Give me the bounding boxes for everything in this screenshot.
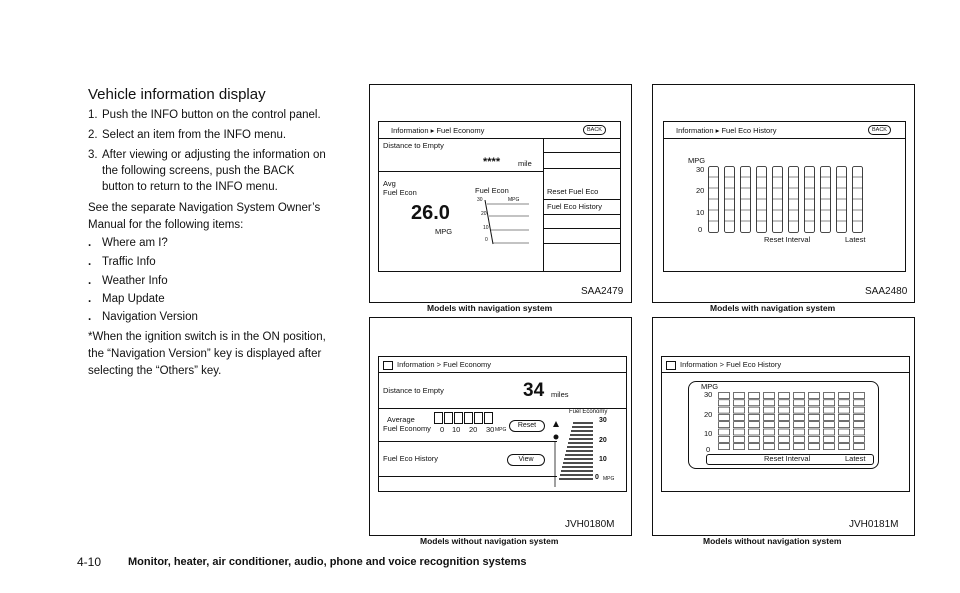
note-line2: the “Navigation Version” key is displayed after bbox=[88, 348, 322, 360]
chart-tick: 30 bbox=[704, 390, 713, 399]
note-line1: *When the ignition switch is in the ON position, bbox=[88, 331, 326, 343]
note-line3: selecting the “Others” key. bbox=[88, 365, 222, 377]
figure-fuel-eco-history-nav bbox=[652, 84, 915, 303]
see-manual-line1: See the separate Navigation System Owner’s bbox=[88, 202, 321, 214]
history-column bbox=[764, 393, 775, 450]
gauge-tick: 0 bbox=[595, 474, 599, 481]
info-icon bbox=[383, 361, 393, 370]
history-label: Fuel Eco History bbox=[383, 454, 439, 463]
avg-label: Average bbox=[387, 415, 415, 424]
screen-fuel-economy bbox=[378, 356, 627, 492]
section-title: Vehicle information display bbox=[88, 86, 266, 103]
history-bar bbox=[757, 167, 767, 233]
history-bar bbox=[773, 167, 783, 233]
chart-tick: 20 bbox=[481, 211, 487, 217]
figure-code: SAA2479 bbox=[581, 286, 624, 297]
history-grid bbox=[718, 392, 868, 452]
history-bars bbox=[708, 166, 868, 234]
history-column bbox=[749, 393, 760, 450]
gauge-unit: MPG bbox=[603, 476, 615, 482]
info-icon bbox=[666, 361, 676, 370]
history-column bbox=[779, 393, 790, 450]
figure-caption: Models with navigation system bbox=[710, 303, 836, 313]
chart-tick: 0 bbox=[485, 237, 488, 243]
view-button[interactable]: View bbox=[507, 454, 545, 466]
avg-label: Avg bbox=[383, 179, 396, 188]
reset-interval-label: Reset Interval bbox=[764, 235, 811, 244]
screen-fuel-economy bbox=[378, 121, 621, 272]
bullet-item: . Weather Info bbox=[88, 275, 168, 287]
step-3-line3: button to return to the INFO menu. bbox=[102, 181, 278, 193]
page-number: 4-10 bbox=[77, 555, 102, 569]
reset-interval-label: Reset Interval bbox=[764, 454, 811, 463]
history-column bbox=[734, 393, 745, 450]
gauge-tick: 30 bbox=[599, 417, 607, 424]
history-bar bbox=[805, 167, 815, 233]
fuel-economy-bar bbox=[434, 412, 494, 425]
history-column bbox=[794, 393, 805, 450]
latest-label: Latest bbox=[845, 454, 866, 463]
avg-label-2: Fuel Economy bbox=[383, 424, 431, 433]
history-bar bbox=[837, 167, 847, 233]
chapter-title: Monitor, heater, air conditioner, audio, phone and voice recognition systems bbox=[128, 556, 527, 568]
figure-caption: Models without navigation system bbox=[703, 536, 842, 546]
avg-unit: MPG bbox=[435, 227, 453, 236]
history-bar bbox=[821, 167, 831, 233]
figure-caption: Models without navigation system bbox=[420, 536, 559, 546]
menu-reset-fuel-eco[interactable]: Reset Fuel Eco bbox=[547, 187, 599, 196]
screen-title: Information ▸ Fuel Economy bbox=[391, 126, 485, 135]
chart-tick: 10 bbox=[696, 208, 705, 217]
history-column bbox=[809, 393, 820, 450]
scale-unit: MPG bbox=[495, 427, 507, 433]
gauge-tick: 20 bbox=[599, 437, 607, 444]
figure-fuel-economy-nav bbox=[369, 84, 632, 303]
distance-unit: miles bbox=[551, 390, 569, 399]
bullet-item: . Where am I? bbox=[88, 237, 168, 249]
chart-tick: 0 bbox=[698, 225, 703, 234]
history-bar bbox=[709, 167, 719, 233]
distance-unit: mile bbox=[518, 159, 532, 168]
distance-value: **** bbox=[483, 156, 501, 168]
history-bar bbox=[741, 167, 751, 233]
avg-label-2: Fuel Econ bbox=[383, 188, 417, 197]
gauge-title: Fuel Economy bbox=[569, 409, 608, 415]
scale-tick: 30 bbox=[486, 425, 495, 434]
fuel-econ-chart bbox=[479, 200, 529, 245]
chart-unit: MPG bbox=[508, 197, 520, 203]
figure-fuel-eco-history-no-nav bbox=[652, 317, 915, 536]
menu-fuel-eco-history[interactable]: Fuel Eco History bbox=[547, 202, 603, 211]
gauge-tick: 10 bbox=[599, 456, 607, 463]
chart-unit: MPG bbox=[701, 382, 719, 391]
step-1: 1. Push the INFO button on the control panel. bbox=[88, 109, 321, 121]
chart-tick: 20 bbox=[704, 410, 713, 419]
bullet-item: . Traffic Info bbox=[88, 256, 156, 268]
latest-label: Latest bbox=[845, 235, 866, 244]
history-column bbox=[719, 393, 730, 450]
chart-title: Fuel Econ bbox=[475, 186, 509, 195]
history-column bbox=[854, 393, 865, 450]
screen-title: Information > Fuel Economy bbox=[397, 360, 492, 369]
distance-value: 34 bbox=[523, 380, 545, 401]
chart-tick: 20 bbox=[696, 186, 705, 195]
chart-tick: 30 bbox=[696, 165, 705, 174]
reset-button[interactable]: Reset bbox=[509, 420, 545, 432]
back-button[interactable]: BACK bbox=[868, 125, 891, 135]
figure-caption: Models with navigation system bbox=[427, 303, 553, 313]
chart-tick: 30 bbox=[477, 197, 483, 203]
scale-tick: 0 bbox=[440, 425, 445, 434]
step-3-line2: the following screens, push the BACK bbox=[102, 165, 295, 177]
history-bar bbox=[853, 167, 863, 233]
figure-fuel-economy-no-nav bbox=[369, 317, 632, 536]
figure-code: JVH0180M bbox=[565, 519, 615, 530]
chart-unit: MPG bbox=[688, 156, 706, 165]
figure-code: JVH0181M bbox=[849, 519, 899, 530]
avg-value: 26.0 bbox=[411, 202, 450, 224]
history-bar bbox=[789, 167, 799, 233]
screen-fuel-eco-history bbox=[661, 356, 910, 492]
screen-fuel-eco-history bbox=[663, 121, 906, 272]
back-button[interactable]: BACK bbox=[583, 125, 606, 135]
figure-code: SAA2480 bbox=[865, 286, 908, 297]
bullet-item: . Map Update bbox=[88, 293, 165, 305]
fuel-economy-gauge bbox=[549, 417, 595, 489]
scale-tick: 10 bbox=[452, 425, 461, 434]
history-column bbox=[824, 393, 835, 450]
see-manual-line2: Manual for the following items: bbox=[88, 219, 244, 231]
chart-tick: 10 bbox=[483, 225, 489, 231]
chart-tick: 10 bbox=[704, 429, 713, 438]
chart-tick: 0 bbox=[706, 445, 711, 454]
history-bar bbox=[725, 167, 735, 233]
step-3: 3. After viewing or adjusting the information on bbox=[88, 149, 326, 161]
distance-label: Distance to Empty bbox=[383, 141, 444, 150]
step-2: 2. Select an item from the INFO menu. bbox=[88, 129, 287, 141]
distance-label: Distance to Empty bbox=[383, 386, 444, 395]
bullet-item: . Navigation Version bbox=[88, 311, 198, 323]
screen-title: Information > Fuel Eco History bbox=[680, 360, 782, 369]
scale-tick: 20 bbox=[469, 425, 478, 434]
history-column bbox=[839, 393, 850, 450]
screen-title: Information ▸ Fuel Eco History bbox=[676, 126, 777, 135]
